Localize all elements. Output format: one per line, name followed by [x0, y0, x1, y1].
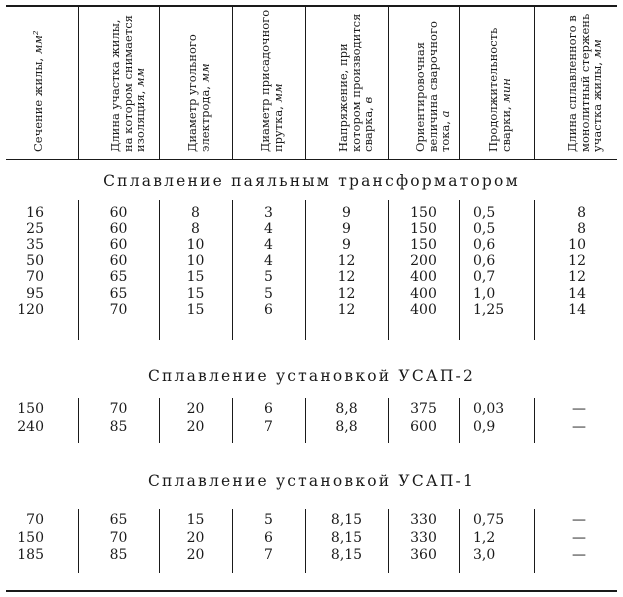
column-header	[232, 8, 305, 156]
column-header	[459, 8, 534, 156]
column-header	[6, 8, 78, 156]
column-header	[388, 8, 459, 156]
table-cell: 200	[410, 253, 437, 270]
column-header-unit: а	[437, 110, 452, 118]
table-cell: 60	[109, 205, 128, 221]
table-cell: 20	[186, 419, 205, 435]
table-cell: 60	[109, 253, 128, 270]
top-rule	[6, 5, 617, 7]
table-cell: 12	[568, 269, 586, 286]
table-cell: 5	[264, 512, 273, 528]
table-cell: 8,8	[335, 401, 358, 417]
column-header-unit: мм	[270, 83, 284, 103]
table-cell: 20	[186, 401, 205, 417]
table-cell: 4	[264, 237, 273, 254]
table-cell: 0,6	[473, 253, 496, 270]
table-cell: 9	[342, 221, 351, 238]
table-cell: 400	[410, 285, 437, 302]
column-header-label: Ориентировочная величина сварочного тока,	[412, 21, 452, 152]
table-cell: —	[572, 529, 586, 546]
section-title: Сплавление установкой УСАП-2	[147, 367, 476, 385]
column-header-text	[487, 8, 512, 152]
column-header-text	[32, 8, 45, 152]
table-cell: 14	[568, 301, 586, 318]
table-cell: 7	[264, 547, 273, 563]
column-header-label: Продолжительность сварки,	[485, 27, 512, 152]
table-cell: 14	[568, 285, 586, 302]
table-cell: 8,8	[335, 419, 358, 435]
table-cell: 0,5	[473, 205, 496, 221]
column-header-label: Сечение жилы,	[31, 57, 45, 152]
table-cell: 15	[186, 285, 205, 302]
table-cell: 5	[264, 285, 273, 302]
table-cell: 360	[410, 547, 437, 563]
table-cell: 70	[109, 401, 128, 417]
table-cell: 16	[26, 205, 44, 221]
table-cell: 8	[577, 205, 586, 221]
column-header-unit: в	[360, 96, 375, 104]
table-cell: 6	[264, 301, 273, 318]
table-cell: 330	[410, 529, 437, 546]
table-cell: 85	[109, 547, 128, 563]
table-cell: 0,6	[473, 237, 496, 254]
table-cell: 5	[264, 269, 273, 286]
table-cell: 70	[109, 301, 128, 318]
table-cell: 0,75	[473, 512, 505, 528]
table-cell: 70	[26, 512, 44, 528]
table-cell: 0,7	[473, 269, 496, 286]
table-cell: 3,0	[473, 547, 496, 563]
table-cell: 65	[109, 512, 128, 528]
table-cell: 1,0	[473, 285, 496, 302]
table-cell: 6	[264, 401, 273, 417]
table-cell: 150	[410, 221, 437, 238]
column-header-unit: мм	[197, 63, 211, 83]
column-header-label: Длина сплавленного в монолитный стержень участка жилы,	[564, 13, 604, 152]
column-header-text	[109, 8, 147, 152]
table-cell: 65	[109, 269, 128, 286]
column-header-unit: мм	[589, 39, 604, 59]
table-cell: 70	[26, 269, 44, 286]
table-cell: 150	[410, 205, 437, 221]
table-cell: 70	[109, 529, 128, 546]
table-cell: 60	[109, 221, 128, 238]
table-cell: 12	[337, 301, 356, 318]
table-cell: 35	[26, 237, 44, 254]
table-cell: 1,25	[473, 301, 505, 318]
column-header	[159, 8, 232, 156]
bottom-rule	[6, 590, 617, 592]
table-cell: 25	[26, 221, 44, 238]
table-cell: 8	[191, 221, 200, 238]
table-cell: 7	[264, 419, 273, 435]
table-cell: —	[572, 512, 586, 528]
table-cell: 12	[337, 253, 356, 270]
body-column-divider	[459, 509, 460, 573]
table-cell: 20	[186, 529, 205, 546]
table-cell: 20	[186, 547, 205, 563]
column-header-unit: мм	[132, 67, 147, 87]
table-cell: 12	[337, 285, 356, 302]
table-cell: 15	[186, 269, 205, 286]
table-cell: 9	[342, 237, 351, 254]
table-cell: 6	[264, 529, 273, 546]
table-cell: —	[572, 547, 586, 563]
table-cell: 8	[577, 221, 586, 238]
column-header-unit: мм²	[31, 30, 45, 55]
column-header	[78, 8, 159, 156]
table-cell: 4	[264, 253, 273, 270]
table-cell: 0,5	[473, 221, 496, 238]
table-cell: 95	[26, 285, 44, 302]
column-header-label: Диаметр угольного электрода,	[184, 34, 211, 152]
table-cell: 10	[186, 253, 205, 270]
table-cell: 4	[264, 221, 273, 238]
body-column-divider	[459, 200, 460, 340]
table-cell: 150	[410, 237, 437, 254]
section-title: Сплавление установкой УСАП-1	[147, 472, 476, 490]
table-cell: 10	[568, 237, 586, 254]
table-cell: 0,9	[473, 419, 496, 435]
table-cell: 15	[186, 301, 205, 318]
section-title: Сплавление паяльным трансформатором	[103, 172, 520, 190]
table-cell: 120	[17, 301, 44, 318]
column-header-text	[186, 8, 211, 152]
column-header-unit: мин	[498, 78, 512, 103]
table-cell: 330	[410, 512, 437, 528]
table-cell: 0,03	[473, 401, 505, 417]
column-header-label: Диаметр присадочного прутка,	[257, 9, 284, 152]
table-cell: 375	[410, 401, 437, 417]
column-header	[534, 8, 617, 156]
table-cell: 400	[410, 269, 437, 286]
table-cell: 12	[337, 269, 356, 286]
column-header-label: Напряжение, при котором производится сварка,	[335, 13, 375, 152]
table-cell: 9	[342, 205, 351, 221]
table-cell: 50	[26, 253, 44, 270]
table-cell: 8,15	[330, 547, 363, 563]
body-column-divider	[459, 398, 460, 443]
table-cell: 60	[109, 237, 128, 254]
table-cell: 8	[191, 205, 200, 221]
header-rule	[6, 159, 617, 160]
table-cell: 400	[410, 301, 437, 318]
table-cell: 1,2	[473, 529, 496, 546]
table-cell: 150	[17, 401, 44, 417]
column-header	[305, 8, 388, 156]
table-cell: 150	[17, 529, 44, 546]
column-header-text	[566, 8, 604, 152]
table-cell: 185	[17, 547, 44, 563]
table-cell: 3	[264, 205, 273, 221]
table-cell: 8,15	[330, 529, 363, 546]
table-cell: 15	[186, 512, 205, 528]
table-cell: 600	[410, 419, 437, 435]
table-cell: 10	[186, 237, 205, 254]
column-header-text	[259, 8, 284, 152]
column-header-text	[414, 8, 452, 152]
table-cell: —	[572, 419, 586, 435]
column-header-text	[337, 8, 375, 152]
table-cell: 240	[17, 419, 44, 435]
table-cell: 12	[568, 253, 586, 270]
table-cell: 65	[109, 285, 128, 302]
table-cell: —	[572, 401, 586, 417]
table-cell: 85	[109, 419, 128, 435]
table-cell: 8,15	[330, 512, 363, 528]
column-header-label: Длина участка жилы, на котором снимается изоляция,	[107, 15, 147, 152]
